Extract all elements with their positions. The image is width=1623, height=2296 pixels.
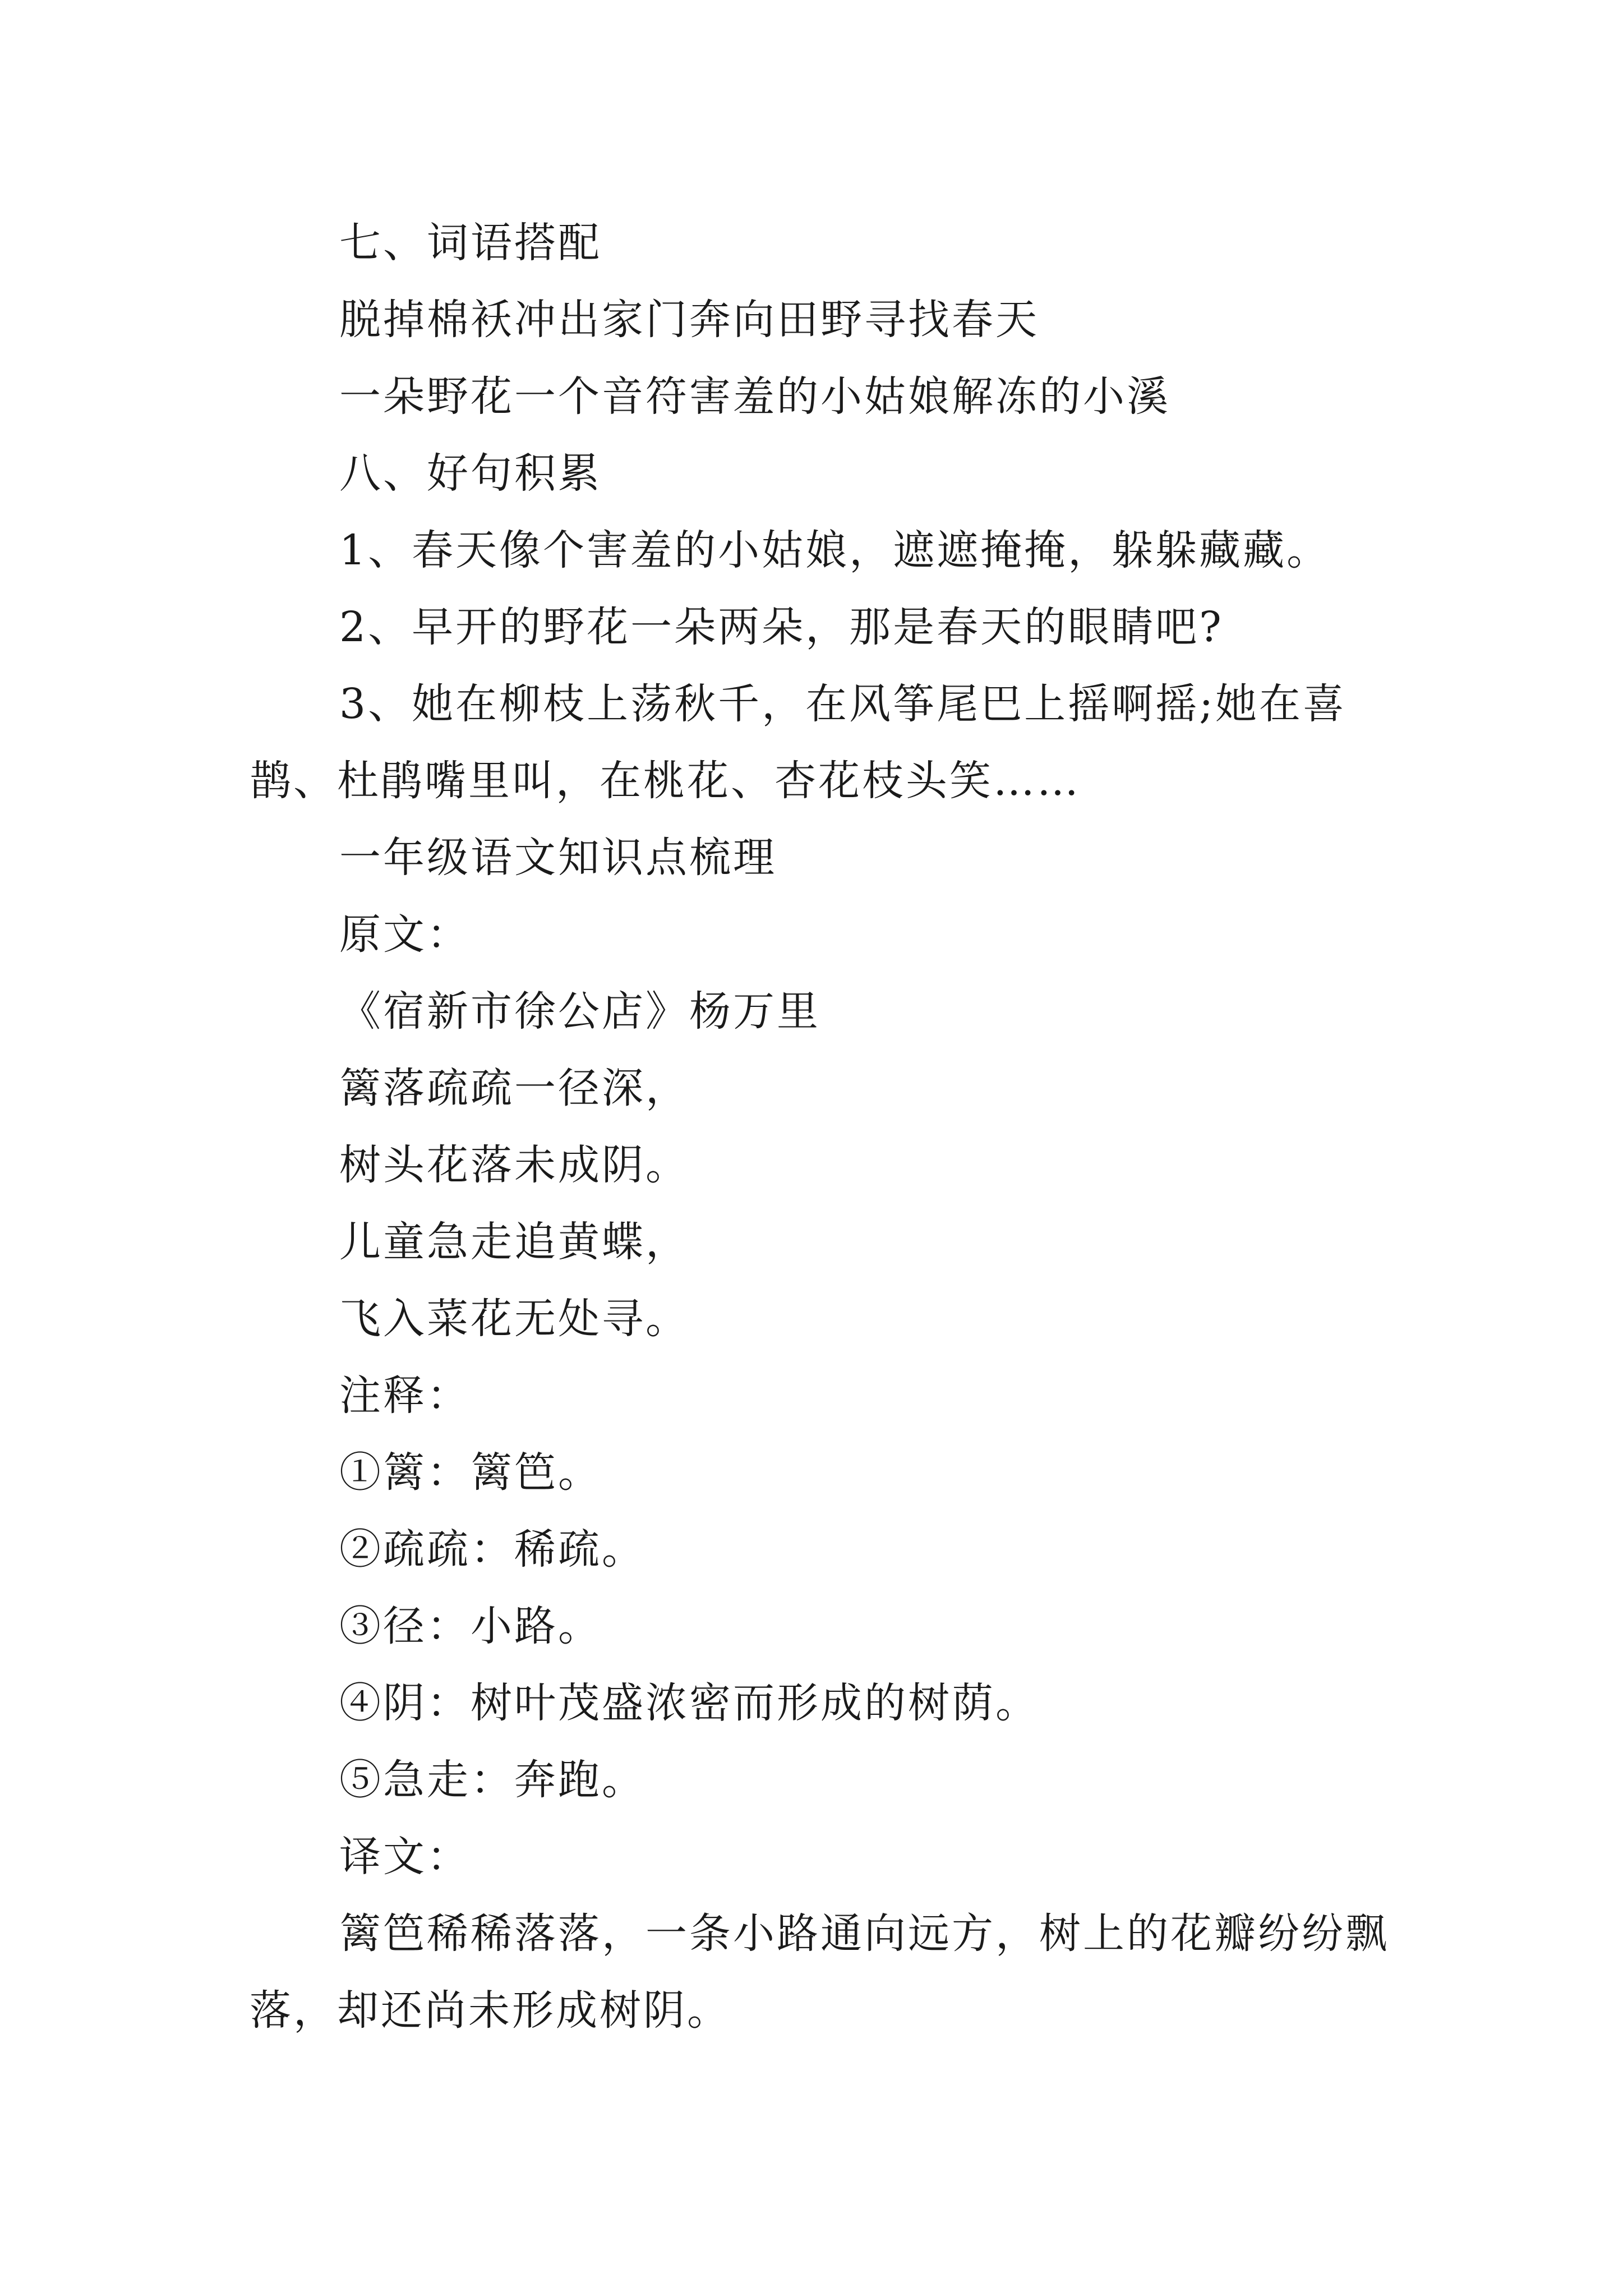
- paragraph: 一朵野花一个音符害羞的小姑娘解冻的小溪: [339, 372, 1170, 421]
- note-item: ①篱：篱笆。: [339, 1448, 602, 1497]
- section-heading-knowledge-points: 一年级语文知识点梳理: [339, 834, 777, 882]
- poem-line: 篱落疏疏一径深，: [339, 1064, 689, 1112]
- poem-line: 儿童急走追黄蝶，: [339, 1218, 689, 1266]
- paragraph: 1、春天像个害羞的小姑娘，遮遮掩掩，躲躲藏藏。: [339, 526, 1331, 574]
- label-translation: 译文：: [339, 1833, 471, 1881]
- label-original-text: 原文：: [339, 910, 471, 959]
- paragraph-translation: 篱笆稀稀落落，一条小路通向远方，树上的花瓣纷纷飘落，却还尚未形成树阴。: [250, 1910, 1389, 2035]
- poem-line: 飞入菜花无处寻。: [339, 1295, 689, 1343]
- poem-title: 《宿新市徐公店》杨万里: [339, 987, 820, 1036]
- poem-line: 树头花落未成阴。: [339, 1141, 689, 1189]
- paragraph: 2、早开的野花一朵两朵，那是春天的眼睛吧?: [339, 603, 1224, 651]
- section-heading-good-sentences: 八、好句积累: [339, 449, 602, 498]
- label-notes: 注释：: [339, 1372, 471, 1420]
- note-item: ⑤急走：奔跑。: [339, 1756, 645, 1804]
- document-body: [250, 205, 1405, 2049]
- section-heading-word-matching: 七、词语搭配: [339, 219, 602, 267]
- paragraph: 3、她在柳枝上荡秋千，在风筝尾巴上摇啊摇;她在喜鹊、杜鹃嘴里叫，在桃花、杏花枝头笑……: [250, 680, 1347, 805]
- note-item: ②疏疏：稀疏。: [339, 1525, 645, 1573]
- note-item: ④阴：树叶茂盛浓密而形成的树荫。: [339, 1679, 1039, 1727]
- note-item: ③径：小路。: [339, 1602, 602, 1650]
- paragraph: 脱掉棉袄冲出家门奔向田野寻找春天: [339, 296, 1039, 344]
